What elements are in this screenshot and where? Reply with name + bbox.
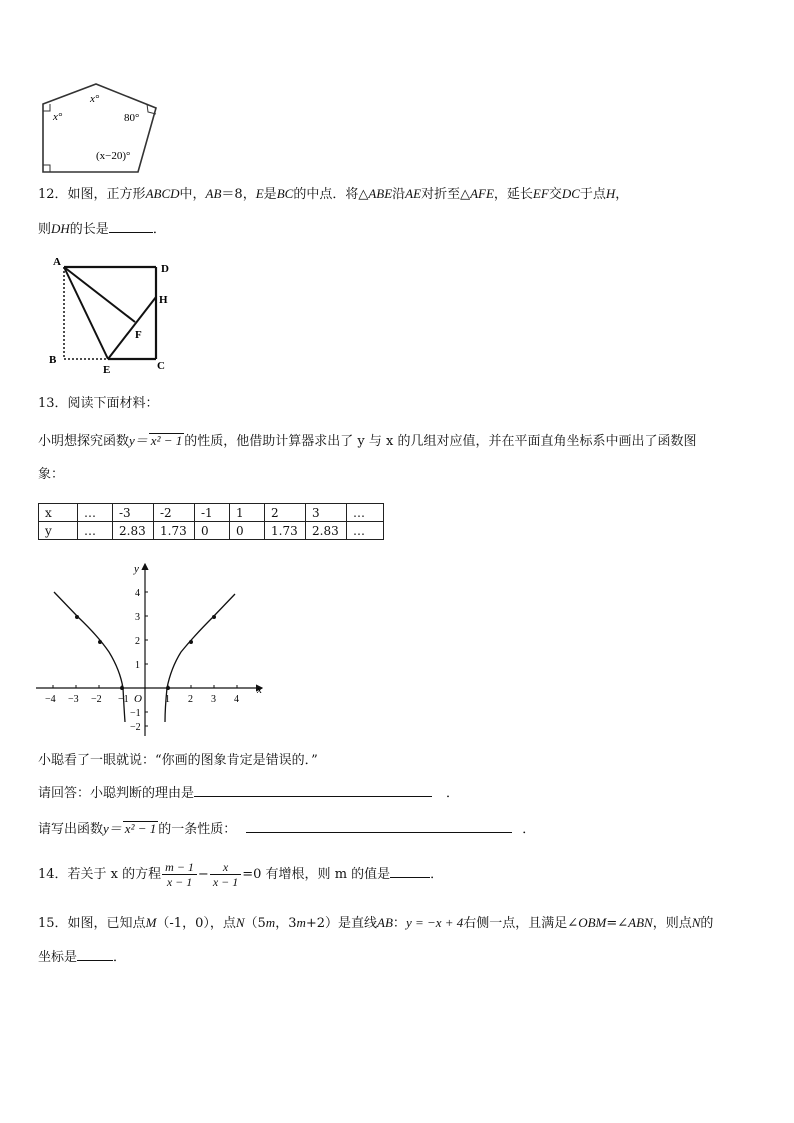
origin-label: O	[134, 693, 142, 705]
q15-text: （-1，0），点	[156, 916, 236, 931]
pentagon-label-right: 80°	[124, 112, 140, 124]
data-point	[120, 686, 124, 690]
q15-var: AB	[377, 915, 393, 930]
q13-function-lhs: y＝	[129, 433, 148, 448]
q13-number: 13．	[38, 396, 68, 411]
q12-var: EF	[532, 186, 549, 201]
table-cell: y	[39, 522, 78, 540]
pentagon-figure	[38, 80, 163, 175]
q12-var: △AFE	[460, 186, 494, 201]
q13-quote	[38, 752, 318, 770]
q12-text: 如图，正方形	[67, 187, 146, 202]
q15-text: 右侧一点，且满足∠	[463, 916, 579, 931]
q12-var: DH	[51, 221, 70, 236]
q13-function-lhs: y＝	[103, 821, 122, 836]
q12-text: 交	[548, 187, 562, 202]
q15-var: N	[235, 915, 245, 930]
data-point	[166, 686, 170, 690]
q12-text: 沿	[392, 187, 406, 202]
q13-text: 请写出函数	[38, 822, 104, 837]
q13-ask1	[38, 782, 459, 803]
q13-radicand: x² − 1	[124, 821, 157, 836]
point-h-label: H	[159, 294, 168, 306]
x-axis-label: x	[257, 684, 262, 696]
fraction-numerator: m − 1	[162, 860, 197, 875]
q15-var: N	[691, 915, 701, 930]
q13-paragraph-line1	[38, 432, 696, 451]
q15-text: ，3	[275, 916, 297, 931]
data-point	[98, 640, 102, 644]
data-point	[212, 615, 216, 619]
q12-text: 是	[263, 187, 277, 202]
curve-right-branch	[165, 594, 235, 722]
q15-line2	[38, 946, 126, 967]
q14-answer-blank[interactable]	[390, 863, 430, 878]
q12-line1	[38, 185, 628, 204]
q12-answer-blank[interactable]	[109, 218, 153, 233]
q14-minus: −	[197, 867, 209, 882]
q13-quote-text: 小聪看了一眼就说：“你画的图象肯定是错误的．”	[38, 753, 318, 768]
table-cell: …	[347, 522, 384, 540]
q12-var: AB	[205, 186, 222, 201]
q12-text: ，延长	[493, 187, 533, 202]
q15-text: =∠	[606, 916, 629, 931]
point-d-label: D	[161, 263, 169, 275]
x-tick-label: −3	[68, 694, 79, 705]
table-cell: x	[39, 504, 78, 522]
q13-paragraph-line2	[38, 466, 64, 484]
table-cell: 2.83	[306, 522, 347, 540]
q13-text: 请回答：小聪判断的理由是	[38, 786, 195, 801]
q15-text: ，则点	[652, 916, 692, 931]
right-angle-mark-bottom-left	[43, 165, 50, 172]
q15-text: 的	[700, 916, 714, 931]
q12-text: ，	[615, 187, 629, 202]
q12-line2	[38, 218, 166, 239]
table-cell: …	[78, 522, 113, 540]
y-tick-label: 1	[135, 660, 140, 671]
y-tick-label: −2	[130, 722, 141, 733]
q15-var: m	[296, 915, 306, 930]
q12-text: 则	[38, 222, 52, 237]
table-cell: -2	[154, 504, 195, 522]
q15-var: m	[265, 915, 276, 930]
q14-text: ．	[430, 867, 444, 882]
x-tick-label: −2	[91, 694, 102, 705]
q12-text: ，	[242, 187, 256, 202]
data-point	[189, 640, 193, 644]
pentagon-label-left: x°	[53, 111, 63, 123]
q13-text: 的性质，他借助计算器求出了 y 与 x 的几组对应值，并在平面直角坐标系中画出了函数图	[184, 434, 697, 449]
point-a-label: A	[53, 256, 61, 268]
q13-intro-text: 阅读下面材料：	[67, 396, 159, 411]
pentagon-label-top: x°	[90, 93, 100, 105]
table-cell: -1	[195, 504, 230, 522]
q12-var: △ABE	[358, 186, 393, 201]
q15-line1	[38, 914, 713, 933]
q15-text: ．	[113, 950, 127, 965]
point-f-label: F	[135, 329, 142, 341]
q12-text: ．	[152, 222, 166, 237]
q13-property-blank[interactable]	[246, 818, 512, 833]
x-tick-label: −1	[118, 694, 129, 705]
right-angle-mark-top-left	[43, 104, 50, 111]
y-axis-label: y	[134, 563, 139, 575]
q12-var: AE	[405, 186, 422, 201]
q14-number: 14．	[38, 867, 68, 882]
segment-af	[64, 267, 135, 322]
q12-var: E	[255, 186, 264, 201]
q13-radicand: x² − 1	[150, 433, 183, 448]
point-e-label: E	[103, 364, 111, 374]
x-tick-label: 2	[188, 694, 193, 705]
table-cell: …	[78, 504, 113, 522]
segment-ae	[64, 267, 108, 359]
q15-text: （5	[244, 916, 266, 931]
fraction-denominator: x − 1	[212, 875, 239, 889]
q15-text: ：	[392, 916, 406, 931]
q15-text: 坐标是	[38, 950, 78, 965]
table-cell: 1.73	[154, 522, 195, 540]
data-point	[75, 615, 79, 619]
q13-text: 象：	[38, 467, 65, 482]
y-tick-label: 2	[135, 636, 140, 647]
curve-left-branch	[54, 592, 125, 722]
q12-text: 于点	[579, 187, 606, 202]
q12-var: H	[605, 186, 616, 201]
fraction-denominator: x − 1	[166, 875, 193, 889]
q15-text: 如图，已知点	[67, 916, 146, 931]
q12-text: 对折至	[421, 187, 461, 202]
q12-square-figure	[40, 252, 185, 374]
point-c-label: C	[157, 360, 165, 372]
q12-text: 中，	[179, 187, 206, 202]
table-row	[39, 522, 384, 540]
x-tick-label: −4	[45, 694, 56, 705]
q12-text: 的中点．将	[293, 187, 359, 202]
q15-var: M	[145, 915, 157, 930]
q13-text: ．	[522, 822, 536, 837]
q15-line-equation: y = −x + 4	[405, 915, 464, 930]
y-tick-label: 4	[135, 588, 140, 599]
q13-reason-blank[interactable]	[194, 782, 432, 797]
y-tick-label: 3	[135, 612, 140, 623]
y-tick-label: −1	[130, 708, 141, 719]
q15-answer-blank[interactable]	[77, 946, 113, 961]
table-cell: 0	[195, 522, 230, 540]
table-cell: 3	[306, 504, 347, 522]
q15-var: OBM	[578, 915, 607, 930]
q12-text: 的长是	[69, 222, 109, 237]
q14-fraction-2	[210, 860, 241, 889]
table-row	[39, 504, 384, 522]
table-cell: 0	[230, 522, 265, 540]
q14-text: =0 有增根，则 m 的值是	[242, 867, 391, 882]
x-tick-label: 4	[234, 694, 239, 705]
q13-value-table	[38, 503, 384, 540]
table-cell: 1	[230, 504, 265, 522]
table-cell: 1.73	[265, 522, 306, 540]
q12-var: DC	[561, 186, 580, 201]
q15-var: ABN	[628, 915, 653, 930]
x-tick-label: 3	[211, 694, 216, 705]
q12-var: ABCD	[145, 186, 180, 201]
q12-text: ＝8	[221, 187, 243, 202]
q13-text: 小明想探究函数	[38, 434, 130, 449]
q15-number: 15．	[38, 916, 68, 931]
q12-number: 12．	[38, 187, 68, 202]
q13-ask2	[38, 818, 535, 839]
q15-text: +2）是直线	[305, 916, 378, 931]
q13-function-graph	[36, 560, 268, 738]
point-b-label: B	[49, 354, 57, 366]
table-cell: …	[347, 504, 384, 522]
table-cell: 2	[265, 504, 306, 522]
pentagon-label-bottom: (x−20)°	[96, 150, 131, 162]
q14-fraction-1	[162, 860, 197, 889]
table-cell: -3	[113, 504, 154, 522]
fraction-numerator: x	[210, 860, 241, 875]
q13-text: 的一条性质：	[158, 822, 237, 837]
q12-var: BC	[276, 186, 294, 201]
table-cell: 2.83	[113, 522, 154, 540]
q13-intro	[38, 395, 159, 413]
x-tick-label: 1	[165, 694, 170, 705]
q14-line	[38, 858, 443, 892]
q14-text: 若关于 x 的方程	[67, 867, 162, 882]
q13-text: ．	[446, 786, 460, 801]
